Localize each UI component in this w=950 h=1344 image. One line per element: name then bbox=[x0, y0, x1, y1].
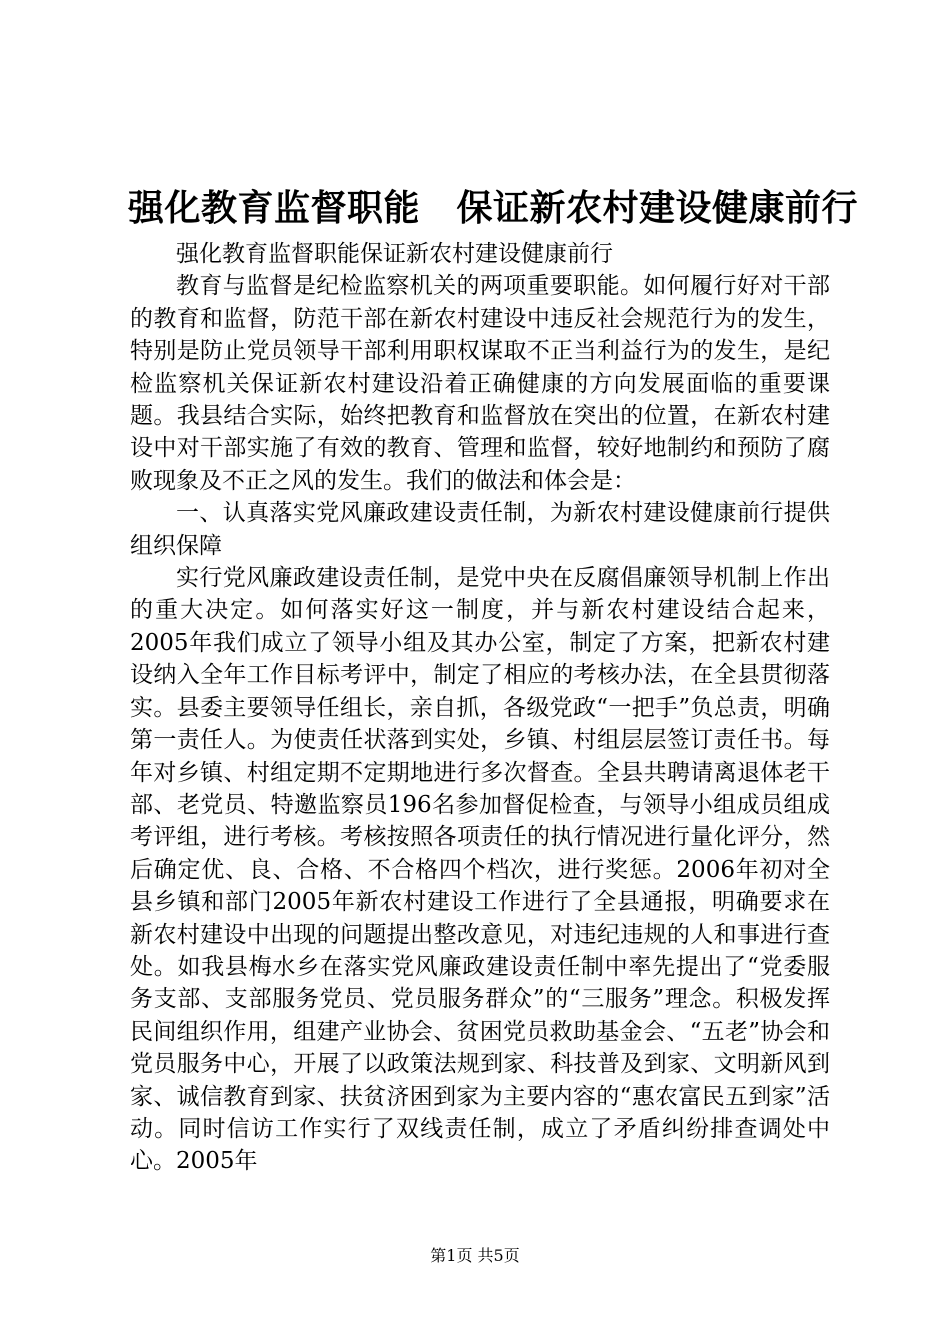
subtitle-paragraph: 强化教育监督职能保证新农村建设健康前行 bbox=[176, 241, 613, 267]
section-heading-paragraph: 一、认真落实党风廉政建设责任制，为新农村建设健康前行提供组织保障 bbox=[130, 500, 830, 559]
document-title: 强化教育监督职能 保证新农村建设健康前行 bbox=[128, 187, 859, 229]
intro-paragraph: 教育与监督是纪检监察机关的两项重要职能。如何履行好对干部的教育和监督，防范干部在新农村建设中违反社会规范行为的发生，特别是防止党员领导干部利用职权谋取不正当利益行为的发生，是纪检监察机关保证新农村建设沿着正确健康的方向发展面临的重要课题。我县结合实际，始终把教育和监督放在突出的位置，在新农村建设中对干部实施了有效的教育、管理和监督，较好地制约和预防了腐败现象及不正之风的发生。我们的做法和体会是： bbox=[130, 273, 830, 494]
section-body-paragraph: 实行党风廉政建设责任制，是党中央在反腐倡廉领导机制上作出的重大决定。如何落实好这一制度，并与新农村建设结合起来，2005年我们成立了领导小组及其办公室，制定了方案，把新农村建设纳入全年工作目标考评中，制定了相应的考核办法，在全县贯彻落实。县委主要领导任组长，亲自抓，各级党政“一把手”负总责，明确第一责任人。为使责任状落到实处，乡镇、村组层层签订责任书。每年对乡镇、村组定期不定期地进行多次督查。全县共聘请离退体老干部、老党员、特邀监察员196名参加督促检查，与领导小组成员组成考评组，进行考核。考核按照各项责任的执行情况进行量化评分，然后确定优、良、合格、不合格四个档次，进行奖惩。2006年初对全县乡镇和部门2005年新农村建设工作进行了全县通报，明确要求在新农村建设中出现的问题提出整改意见，对违纪违规的人和事进行查处。如我县梅水乡在落实党风廉政建设责任制中率先提出了“党委服务支部、支部服务党员、党员服务群众”的“三服务”理念。积极发挥民间组织作用，组建产业协会、贫困党员救助基金会、“五老”协会和党员服务中心，开展了以政策法规到家、科技普及到家、文明新风到家、诚信教育到家、扶贫济困到家为主要内容的“惠农富民五到家”活动。同时信访工作实行了双线责任制，成立了矛盾纠纷排查调处中心。2005年 bbox=[130, 565, 830, 1175]
page-number-footer: 第1页 共5页 bbox=[430, 1246, 520, 1265]
document-body bbox=[130, 238, 830, 1178]
